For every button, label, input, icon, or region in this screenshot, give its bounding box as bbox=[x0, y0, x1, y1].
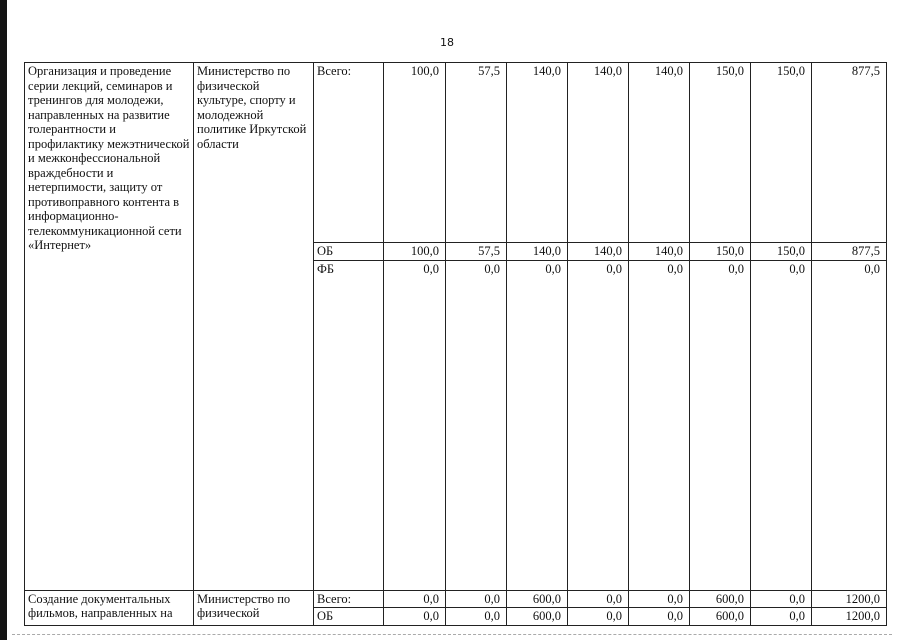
value-cell: 140,0 bbox=[568, 243, 629, 261]
total-cell: 877,5 bbox=[812, 243, 887, 261]
source-label: ФБ bbox=[314, 260, 384, 590]
value-cell: 140,0 bbox=[507, 63, 568, 243]
scan-edge-bar bbox=[0, 0, 7, 640]
total-cell: 1200,0 bbox=[812, 590, 887, 608]
value-cell: 140,0 bbox=[629, 63, 690, 243]
value-cell: 0,0 bbox=[629, 260, 690, 590]
value-cell: 140,0 bbox=[507, 243, 568, 261]
table-row bbox=[25, 590, 887, 608]
scan-bottom-artifact bbox=[12, 634, 892, 635]
value-cell: 0,0 bbox=[629, 590, 690, 608]
value-cell: 0,0 bbox=[751, 608, 812, 626]
value-cell: 57,5 bbox=[446, 63, 507, 243]
source-label: ОБ bbox=[314, 243, 384, 261]
value-cell: 0,0 bbox=[568, 260, 629, 590]
value-cell: 0,0 bbox=[507, 260, 568, 590]
value-cell: 0,0 bbox=[568, 590, 629, 608]
value-cell: 600,0 bbox=[507, 608, 568, 626]
measure-name-cell: Создание документальных фильмов, направленных на bbox=[25, 590, 194, 625]
page-number: 18 bbox=[440, 36, 454, 49]
total-cell: 1200,0 bbox=[812, 608, 887, 626]
value-cell: 0,0 bbox=[629, 608, 690, 626]
total-cell: 877,5 bbox=[812, 63, 887, 243]
value-cell: 0,0 bbox=[446, 590, 507, 608]
measure-name-cell: Организация и проведение серии лекций, семинаров и тренингов для молодежи, направленных на развитие толерантности и профилактику межэтнической и межконфессиональной враждебности и нетерпимости, защиту от противоправного контента в информационно-телекоммуникационной сети «Интернет» bbox=[25, 63, 194, 591]
table-row bbox=[25, 63, 887, 243]
value-cell: 0,0 bbox=[446, 608, 507, 626]
executor-cell: Министерство по физической bbox=[194, 590, 314, 625]
value-cell: 600,0 bbox=[507, 590, 568, 608]
source-label: Всего: bbox=[314, 63, 384, 243]
value-cell: 150,0 bbox=[751, 243, 812, 261]
source-label: ОБ bbox=[314, 608, 384, 626]
total-cell: 0,0 bbox=[812, 260, 887, 590]
source-label: Всего: bbox=[314, 590, 384, 608]
value-cell: 600,0 bbox=[690, 590, 751, 608]
value-cell: 57,5 bbox=[446, 243, 507, 261]
value-cell: 100,0 bbox=[384, 243, 446, 261]
value-cell: 0,0 bbox=[690, 260, 751, 590]
value-cell: 0,0 bbox=[384, 260, 446, 590]
budget-table bbox=[24, 62, 887, 626]
value-cell: 150,0 bbox=[690, 63, 751, 243]
value-cell: 0,0 bbox=[751, 590, 812, 608]
value-cell: 0,0 bbox=[384, 608, 446, 626]
value-cell: 0,0 bbox=[568, 608, 629, 626]
value-cell: 600,0 bbox=[690, 608, 751, 626]
value-cell: 150,0 bbox=[751, 63, 812, 243]
executor-cell: Министерство по физической культуре, спорту и молодежной политике Иркутской области bbox=[194, 63, 314, 591]
value-cell: 100,0 bbox=[384, 63, 446, 243]
value-cell: 0,0 bbox=[446, 260, 507, 590]
value-cell: 140,0 bbox=[568, 63, 629, 243]
value-cell: 140,0 bbox=[629, 243, 690, 261]
value-cell: 0,0 bbox=[384, 590, 446, 608]
value-cell: 0,0 bbox=[751, 260, 812, 590]
value-cell: 150,0 bbox=[690, 243, 751, 261]
